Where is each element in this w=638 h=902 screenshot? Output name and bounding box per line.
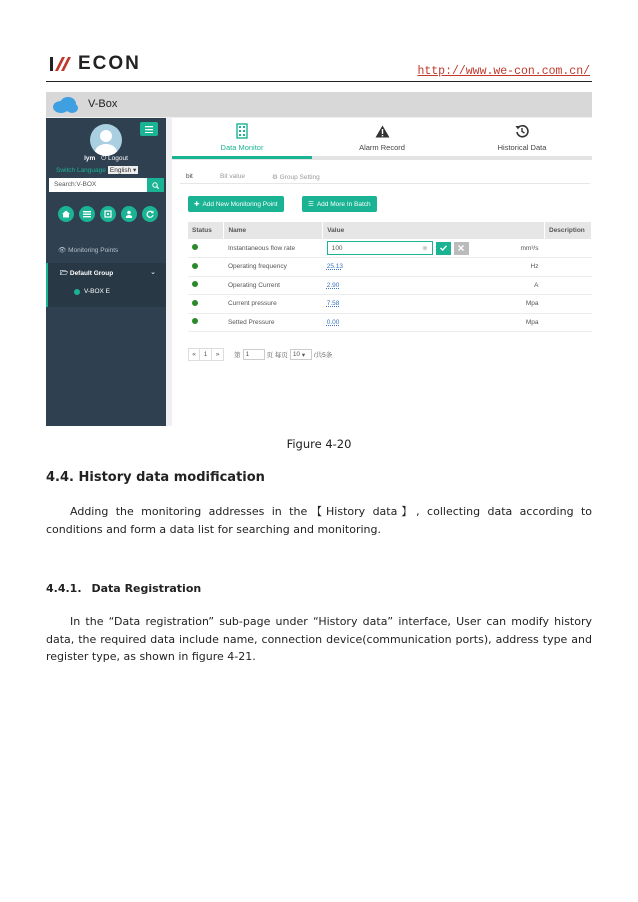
subsection-heading [46,582,211,595]
search-icon [152,182,159,189]
subtab-bar [180,170,590,184]
gear-icon: ⚙ [272,174,278,181]
table-row[interactable] [188,258,592,277]
cancel-button[interactable] [454,242,469,255]
add-monitoring-point-button[interactable]: ✚ Add New Monitoring Point [188,196,284,212]
refresh-icon [146,210,154,218]
column-header-status: Status [188,222,224,239]
point-name: Current pressure [224,295,323,314]
value-editor [327,241,545,255]
column-header-description: Description [545,222,592,239]
chevron-down-icon[interactable]: ⌄ [150,269,156,276]
username: lym [84,155,96,162]
app-title: V-Box [88,98,118,110]
description-cell [545,276,592,295]
point-name: Operating frequency [224,258,323,277]
group-title: 🗁 Default Group [60,270,114,277]
list-icon: ☰ [308,201,314,208]
column-header-value: Value [323,222,545,239]
website-link[interactable]: http://www.we-con.com.cn/ [417,65,590,78]
subtab-group-setting[interactable]: ⚙ Group Setting [272,174,320,181]
point-name: Instantaneous flow rate [224,239,323,258]
table-row[interactable] [188,295,592,314]
status-dot [192,318,198,324]
prev-page-button[interactable]: « [188,348,200,361]
description-cell [545,239,592,258]
table-header-row [188,222,592,239]
language-switch [56,166,138,174]
subsection-number: 4.4.1. [46,582,82,595]
section-paragraph: Adding the monitoring addresses in the【History data】, collecting data according to conditions and form a data list for searching and monitoring. [46,505,592,536]
language-select[interactable]: English ▾ [109,167,137,174]
point-name: Operating Current [224,276,323,295]
status-dot [192,263,198,269]
close-icon [458,245,464,251]
home-button[interactable] [58,206,74,222]
description-cell [545,295,592,314]
unit-label: A [534,281,539,289]
pagination [188,348,332,361]
device-search-input[interactable]: Search:V-BOX [49,178,147,192]
cloud-icon [52,96,78,113]
total-count: /共5条 [313,352,333,359]
user-button[interactable] [121,206,137,222]
main-panel [172,118,592,426]
subtab-bit[interactable]: bit [186,173,193,180]
warning-icon [375,125,390,138]
eye-icon: 👁 [58,247,67,254]
point-name: Setted Pressure [224,313,323,332]
value-link[interactable]: 0.00 [326,318,340,326]
home-icon [62,210,70,218]
status-dot [192,281,198,287]
tab-alarm-record[interactable]: Alarm Record [312,122,452,152]
description-cell [545,313,592,332]
table-row[interactable] [188,313,592,332]
document-header [46,50,592,82]
device-icon [104,210,112,218]
unit-label: Mpa [525,300,539,308]
goto-page-input[interactable]: 1 [243,349,265,360]
next-page-button[interactable]: » [212,348,224,361]
sidebar-group-default[interactable] [46,263,166,307]
figure-caption: Figure 4-20 [286,437,352,451]
avatar[interactable] [90,124,122,156]
user-icon [125,210,133,218]
menu-icon [145,126,153,133]
column-header-name: Name [224,222,323,239]
online-status-dot [74,289,80,295]
status-dot [192,300,198,306]
section-heading: 4.4. History data modification [46,470,265,485]
subtab-bit-value[interactable]: Bit value [220,173,245,180]
logout-link[interactable]: ⏻ Logout [101,155,128,162]
history-icon [515,124,529,138]
switch-language-label: Switch Language [56,166,106,174]
user-line [46,155,166,163]
app-topbar [46,92,592,117]
check-icon [440,245,447,251]
status-dot [192,244,198,250]
table-row[interactable] [188,239,592,258]
tab-data-monitor[interactable]: Data Monitor [172,122,312,152]
value-input[interactable]: 100 ⊗ [327,241,433,255]
per-page-select[interactable]: 10 ▾ [290,349,312,360]
confirm-button[interactable] [436,242,451,255]
subsection-title: Data Registration [91,582,202,595]
goto-suffix: 页 每页 [266,352,288,359]
active-tab-indicator [172,156,312,159]
unit-label: Mpa [525,318,539,326]
description-cell [545,258,592,277]
sidebar [46,118,166,426]
tab-historical-data[interactable]: Historical Data [452,122,592,152]
list-button[interactable] [79,206,95,222]
page-1-button[interactable]: 1 [200,348,212,361]
unit-label: mm³/s [520,244,539,252]
device-button[interactable] [100,206,116,222]
refresh-button[interactable] [142,206,158,222]
plus-icon: ✚ [194,201,200,208]
subsection-paragraph: In the “Data registration” sub-page under “History data” interface, User can modify history data, the required data include name, connection device(communication ports), address type and register type, as shown in figure 4-21. [46,615,592,663]
building-icon [236,123,248,139]
wecon-logo [50,54,141,74]
unit-label: Hz [530,263,539,271]
user-silhouette-icon [90,124,122,156]
goto-prefix: 第 [234,352,241,359]
logo-text: ECON [78,53,141,74]
quick-action-row [58,206,158,222]
sidebar-item-device[interactable]: V-BOX E [74,288,110,295]
clear-icon[interactable]: ⊗ [422,245,428,252]
logo-mark-icon [50,55,76,73]
table-row[interactable] [188,276,592,295]
list-icon [83,210,91,218]
value-link[interactable]: 2.90 [326,281,340,289]
folder-icon: 🗁 [60,270,69,277]
value-link[interactable]: 7.58 [326,300,340,308]
menu-toggle-button[interactable] [140,122,158,136]
value-link[interactable]: 25.13 [326,263,343,271]
tab-bar [172,118,592,160]
add-batch-button[interactable]: ☰ Add More In Batch [302,196,377,212]
vbox-screenshot [46,92,592,426]
monitoring-table [188,222,592,332]
sidebar-item-monitoring-points[interactable]: 👁 Monitoring Points [58,247,119,254]
search-button[interactable] [147,178,164,192]
